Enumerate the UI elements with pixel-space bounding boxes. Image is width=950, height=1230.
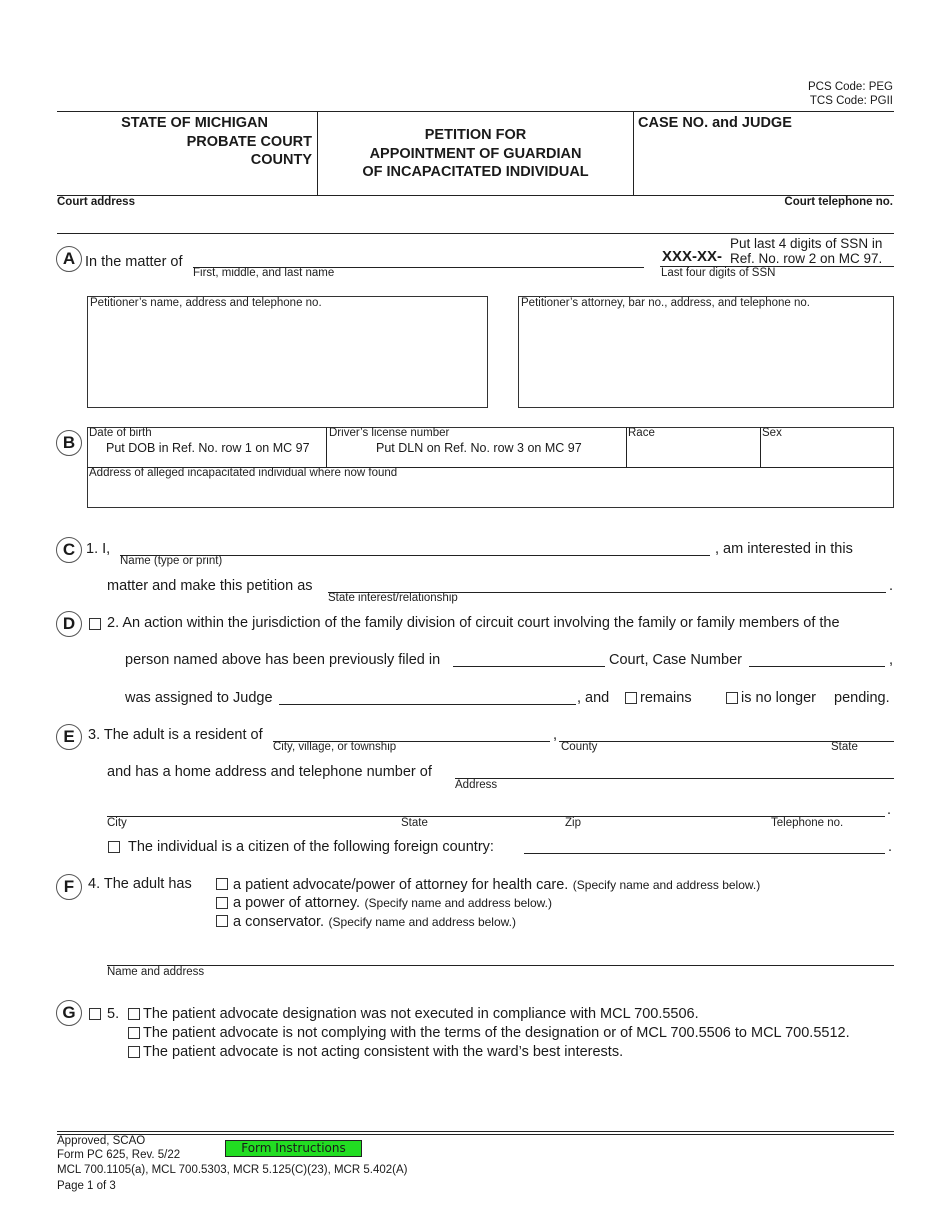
- identity-col-2: [626, 427, 627, 467]
- probate-court: PROBATE COURT: [186, 134, 312, 150]
- item-1-label: 1. I,: [86, 541, 111, 557]
- item-3-text: 3. The adult is a resident of: [88, 727, 263, 743]
- city-state-zip-field[interactable]: [107, 816, 885, 817]
- section-c-marker: C: [56, 537, 82, 563]
- address-period: .: [887, 802, 892, 818]
- conservator-label: a conservator.: [233, 914, 325, 930]
- form-instructions-button[interactable]: Form Instructions: [225, 1140, 362, 1157]
- header-top-rule: [57, 111, 894, 112]
- power-of-attorney-label: a power of attorney.: [233, 895, 361, 911]
- dob-value[interactable]: Put DOB in Ref. No. row 1 on MC 97: [106, 441, 310, 455]
- mcl-citations: MCL 700.1105(a), MCL 700.5303, MCR 5.125(C)(23), MCR 5.402(A): [57, 1164, 408, 1176]
- item-2-comma: ,: [889, 652, 894, 668]
- foreign-country-field[interactable]: [524, 853, 885, 854]
- title-line-3: OF INCAPACITATED INDIVIDUAL: [362, 164, 589, 180]
- power-of-attorney-checkbox[interactable]: [216, 897, 228, 909]
- section-a-marker: A: [56, 246, 82, 272]
- title-line-1: PETITION FOR: [424, 127, 527, 143]
- conservator-option: [233, 913, 516, 931]
- petitioner-name-hint: Name (type or print): [120, 555, 223, 567]
- dl-value[interactable]: Put DLN on Ref. No. row 3 on MC 97: [376, 441, 582, 455]
- interest-hint: State interest/relationship: [328, 592, 458, 604]
- case-judge-label: CASE NO. and JUDGE: [638, 115, 792, 131]
- case-number-field[interactable]: [749, 666, 885, 667]
- patient-advocate-label: a patient advocate/power of attorney for health care.: [233, 877, 569, 893]
- remains-label: remains: [640, 690, 692, 706]
- remains-checkbox[interactable]: [625, 692, 637, 704]
- not-executed-checkbox[interactable]: [128, 1008, 140, 1020]
- item-2-text: 2. An action within the jurisdiction of the family division of circuit court involving the family or family members of the: [107, 615, 840, 631]
- court-phone-label: Court telephone no.: [784, 196, 893, 208]
- section-f-marker: F: [56, 874, 82, 900]
- case-number-text: Court, Case Number: [609, 652, 742, 668]
- section-d-marker: D: [56, 611, 82, 637]
- assigned-judge-text: was assigned to Judge: [125, 690, 273, 706]
- header-bottom-rule: [57, 195, 894, 196]
- address-hint: Address: [455, 779, 498, 791]
- name-address-field[interactable]: [107, 965, 894, 966]
- zip-hint: Zip: [565, 817, 581, 829]
- section-e-marker: E: [56, 724, 82, 750]
- pcs-code: PCS Code: PEG: [807, 81, 893, 93]
- patient-advocate-checkbox[interactable]: [216, 878, 228, 890]
- state-name: STATE OF MICHIGAN: [121, 115, 268, 131]
- foreign-citizen-checkbox[interactable]: [108, 841, 120, 853]
- pending-label: pending.: [834, 690, 890, 706]
- item-2-checkbox[interactable]: [89, 618, 101, 630]
- section-b-marker: B: [56, 430, 82, 456]
- tcs-code: TCS Code: PGII: [809, 95, 893, 107]
- no-longer-checkbox[interactable]: [726, 692, 738, 704]
- dl-label: Driver’s license number: [329, 427, 450, 439]
- state-hint: State: [831, 741, 858, 753]
- conservator-note: (Specify name and address below.): [328, 915, 516, 929]
- state-sub-hint: State: [401, 817, 428, 829]
- dob-label: Date of birth: [89, 427, 152, 439]
- name-address-hint: Name and address: [107, 966, 205, 978]
- county-label: COUNTY: [250, 152, 312, 168]
- county-hint: County: [561, 741, 598, 753]
- ssn-prefix: XXX-XX-: [662, 248, 723, 265]
- form-number: Form PC 625, Rev. 5/22: [57, 1149, 181, 1161]
- identity-col-3: [760, 427, 761, 467]
- in-matter-label: In the matter of: [85, 254, 183, 270]
- patient-advocate-option: [233, 876, 760, 894]
- footer-rule-1: [57, 1131, 894, 1132]
- sex-label: Sex: [762, 427, 782, 439]
- city-township-hint: City, village, or township: [273, 741, 397, 753]
- resident-comma: ,: [553, 727, 558, 743]
- item-5-checkbox[interactable]: [89, 1008, 101, 1020]
- petitioner-box[interactable]: [87, 296, 488, 408]
- power-of-attorney-option: [233, 894, 552, 912]
- home-address-field[interactable]: [455, 778, 894, 779]
- best-interests-text: The patient advocate is not acting consistent with the ward’s best interests.: [143, 1044, 624, 1060]
- race-label: Race: [628, 427, 655, 439]
- patient-advocate-note: (Specify name and address below.): [572, 878, 761, 892]
- telephone-hint: Telephone no.: [771, 817, 844, 829]
- court-name-field[interactable]: [453, 666, 605, 667]
- ssn-note-2: Ref. No. row 2 on MC 97.: [730, 251, 883, 266]
- section-g-marker: G: [56, 1000, 82, 1026]
- matter-text: matter and make this petition as: [107, 578, 313, 594]
- attorney-box[interactable]: [518, 296, 894, 408]
- not-executed-text: The patient advocate designation was not executed in compliance with MCL 700.5506.: [143, 1006, 699, 1022]
- page-number: Page 1 of 3: [57, 1180, 116, 1192]
- item-1-period: .: [889, 578, 894, 594]
- petitioner-box-label: Petitioner’s name, address and telephone no.: [90, 297, 322, 309]
- title-line-2: APPOINTMENT OF GUARDIAN: [369, 146, 582, 162]
- judge-name-field[interactable]: [279, 704, 576, 705]
- approved-scao: Approved, SCAO: [57, 1135, 146, 1147]
- power-of-attorney-note: (Specify name and address below.): [364, 896, 552, 910]
- address-now-label: Address of alleged incapacitated individual where now found: [89, 467, 398, 479]
- identity-col-1: [326, 427, 327, 467]
- city-hint: City: [107, 817, 127, 829]
- court-address-rule: [57, 233, 894, 234]
- interested-text: , am interested in this: [715, 541, 853, 557]
- ssn-hint: Last four digits of SSN: [661, 267, 776, 279]
- header-divider-2: [633, 111, 634, 195]
- item-4-text: 4. The adult has: [88, 876, 192, 892]
- best-interests-checkbox[interactable]: [128, 1046, 140, 1058]
- footer-rule-2: [57, 1134, 894, 1135]
- home-address-text: and has a home address and telephone number of: [107, 764, 432, 780]
- item-5-number: 5.: [107, 1006, 120, 1022]
- filed-in-text: person named above has been previously filed in: [125, 652, 441, 668]
- not-complying-text: The patient advocate is not complying with the terms of the designation or of MCL 700.5506 to MCL 700.5512.: [143, 1025, 850, 1041]
- matter-name-hint: First, middle, and last name: [193, 267, 335, 279]
- conservator-checkbox[interactable]: [216, 915, 228, 927]
- court-address-label: Court address: [57, 196, 135, 208]
- ssn-note-1: Put last 4 digits of SSN in: [730, 236, 883, 251]
- and-text: , and: [577, 690, 610, 706]
- citizen-period: .: [888, 839, 893, 855]
- not-complying-checkbox[interactable]: [128, 1027, 140, 1039]
- no-longer-label: is no longer: [741, 690, 816, 706]
- foreign-citizen-text: The individual is a citizen of the following foreign country:: [128, 839, 494, 855]
- attorney-box-label: Petitioner’s attorney, bar no., address, and telephone no.: [521, 297, 810, 309]
